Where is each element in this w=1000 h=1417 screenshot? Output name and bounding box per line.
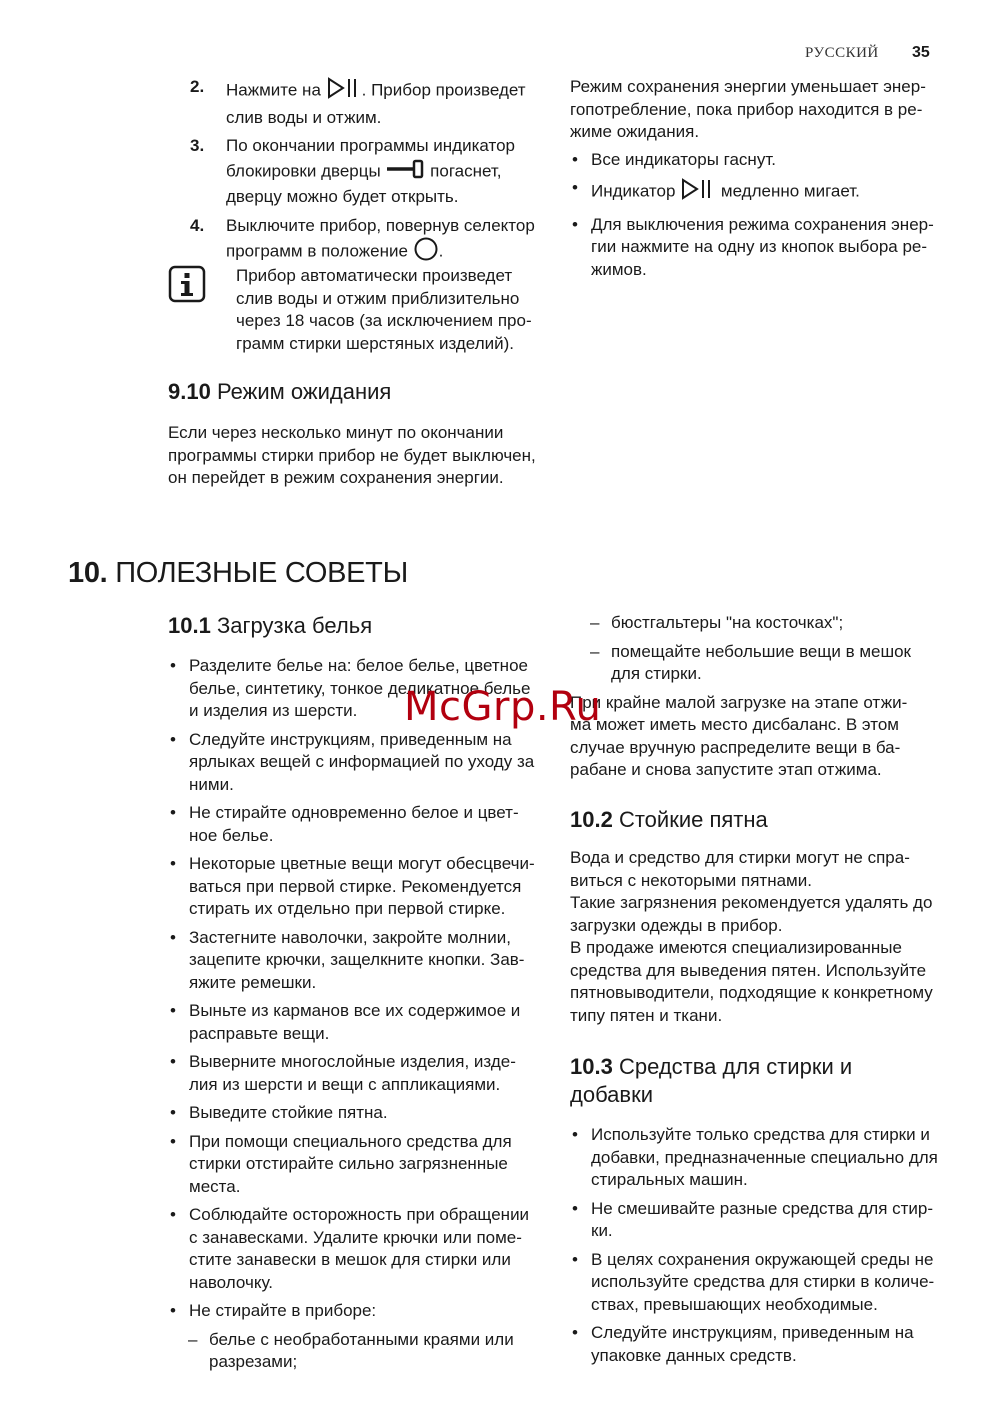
text-line: В целях сохранения окружающей среды не: [591, 1249, 934, 1269]
text-line: места.: [189, 1176, 241, 1196]
list-item: [570, 1124, 950, 1192]
text-line: типу пятен и ткани.: [570, 1005, 723, 1025]
text-line: В продаже имеются специализированные: [570, 938, 902, 957]
text-line: ваться при первой стирке. Рекомендуется: [189, 876, 522, 896]
body-line: Режим сохранения энергии уменьшает энер-: [570, 77, 926, 96]
list-item: [570, 177, 942, 208]
body-line: он перейдет в режим сохранения энергии.: [168, 468, 504, 487]
text-line: Выверните многослойные изделия, изде-: [189, 1052, 516, 1071]
list-item: [570, 1322, 950, 1367]
text-line: Соблюдайте осторожность при обращении: [189, 1205, 530, 1224]
bullet-text: медленно мигает.: [720, 181, 860, 201]
off-position-icon: [413, 237, 439, 268]
text-line: Следуйте инструкциям, приведенным на: [189, 729, 512, 749]
text-line: Следуйте инструкциям, приведенным на: [591, 1323, 914, 1342]
text-line: Некоторые цветные вещи могут обесцвечи-: [189, 854, 535, 873]
step-4: [168, 215, 548, 268]
section-number: 10.2: [570, 807, 613, 832]
text-line: средства для выведения пятен. Используйте: [570, 960, 927, 980]
top-left-column: [168, 76, 548, 274]
steps-list: [168, 76, 548, 268]
text-line: пятновыводители, подходящие к конкретному: [570, 983, 933, 1002]
text-line: ное белье.: [189, 825, 274, 845]
text-line: наволочку.: [189, 1272, 273, 1292]
text-line: используйте средства для стирки в количе-: [591, 1272, 935, 1291]
section-title: добавки: [570, 1082, 654, 1107]
top-right-column: [570, 76, 942, 287]
section-heading-10-2: [570, 806, 768, 834]
list-item: [168, 729, 548, 797]
step-2: [168, 76, 548, 129]
step-text: погаснет,: [430, 161, 502, 181]
loading-bullets: [168, 655, 548, 1323]
section-number: 10.3: [570, 1054, 613, 1079]
list-item: [168, 1051, 548, 1096]
text-line: стирать их отдельно при первой стирке.: [189, 899, 506, 918]
bullet-text: Индикатор: [591, 181, 676, 201]
text-line: случае вручную распределите вещи в ба-: [570, 737, 901, 757]
text-line: белье, синтетику, тонкое деликатное белье: [189, 678, 531, 698]
list-item: [168, 1000, 548, 1045]
step-text: блокировки дверцы: [226, 161, 381, 181]
text-line: Не стирайте в приборе:: [189, 1301, 377, 1320]
text-line: яжите ремешки.: [189, 972, 317, 992]
bullet-text: гии нажмите на одну из кнопок выбора ре-: [591, 237, 928, 256]
list-item: [168, 1300, 548, 1323]
text-line: и изделия из шерсти.: [189, 701, 358, 720]
step-text: Выключите прибор, повернув селектор: [226, 215, 535, 235]
text-line: разрезами;: [209, 1352, 298, 1371]
section-10-2-body: [570, 847, 950, 1027]
start-pause-icon: [326, 76, 362, 107]
bullet-text: Все индикаторы гаснут.: [591, 149, 776, 169]
text-line: стиральных машин.: [591, 1170, 748, 1189]
text-line: виться с некоторыми пятнами.: [570, 870, 812, 890]
text-line: Выведите стойкие пятна.: [189, 1103, 388, 1122]
info-icon: [168, 265, 208, 305]
chapter-title: ПОЛЕЗНЫЕ СОВЕТЫ: [115, 557, 408, 589]
section-number: 9.10: [168, 379, 211, 404]
section-10-3-body: [570, 1124, 950, 1373]
list-item: [570, 1249, 950, 1317]
text-line: ними.: [189, 774, 234, 794]
list-item: [168, 802, 548, 847]
list-item: [168, 927, 548, 995]
text-line: лия из шерсти и вещи с аппликациями.: [189, 1074, 501, 1094]
section-heading-9-10: [168, 378, 391, 406]
text-line: белье с необработанными краями или: [209, 1329, 514, 1349]
text-line: Разделите белье на: белое белье, цветное: [189, 656, 528, 675]
text-line: упаковке данных средств.: [591, 1345, 797, 1365]
body-line: гопотребление, пока прибор находится в ре-: [570, 99, 923, 119]
list-item: [570, 1198, 950, 1243]
step-text: .: [438, 241, 444, 261]
section-title: Средства для стирки и: [618, 1054, 853, 1079]
text-line: зацепите крючки, защелкните кнопки. Зав-: [189, 950, 525, 969]
dash-list: [168, 1329, 548, 1374]
step-text: . Прибор произведет: [361, 80, 526, 100]
standby-bullets: [570, 149, 942, 282]
text-line: Вода и средство для стирки могут не спра-: [570, 848, 910, 867]
section-title: Стойкие пятна: [618, 807, 768, 832]
list-item: [168, 1131, 548, 1199]
note-line: Прибор автоматически произведет: [236, 266, 513, 285]
step-text: программ в положение: [226, 241, 408, 261]
list-item: [168, 1204, 548, 1294]
section-10-1-right: [570, 612, 942, 782]
text-line: Не смешивайте разные средства для стир-: [591, 1198, 934, 1218]
text-line: стите занавески в мешок для стирки или: [189, 1250, 511, 1269]
detergent-bullets: [570, 1124, 950, 1367]
text-line: с занавесками. Удалите крючки или поме-: [189, 1227, 522, 1247]
step-number: 4.: [190, 215, 205, 235]
text-line: При помощи специального средства для: [189, 1131, 512, 1151]
step-text: По окончании программы индикатор: [226, 136, 515, 155]
list-item: [168, 853, 548, 921]
section-title: Режим ожидания: [216, 379, 392, 404]
step-text: слив воды и отжим.: [226, 107, 382, 127]
text-line: загрузки одежды в прибор.: [570, 915, 783, 935]
list-item: [168, 1329, 548, 1374]
chapter-heading: [68, 556, 408, 590]
list-item: [570, 149, 942, 172]
text-line: Не стирайте одновременно белое и цвет-: [189, 803, 519, 822]
body-line: программы стирки прибор не будет выключен,: [168, 445, 536, 465]
text-line: ма может иметь место дисбаланс. В этом: [570, 715, 899, 734]
text-line: Выньте из карманов все их содержимое и: [189, 1001, 521, 1020]
section-9-10-body: [168, 422, 548, 490]
section-heading-10-3: [570, 1053, 950, 1109]
step-number: 3.: [190, 136, 205, 155]
note-line: грамм стирки шерстяных изделий).: [236, 333, 514, 353]
body-line: Если через несколько минут по окончании: [168, 423, 504, 442]
text-line: бюстгальтеры "на косточках";: [611, 613, 844, 632]
text-line: При крайне малой загрузке на этапе отжи-: [570, 692, 908, 712]
page-number: 35: [912, 44, 930, 61]
text-line: ки.: [591, 1221, 613, 1240]
text-line: ярлыках вещей с информацией по уходу за: [189, 752, 535, 771]
section-heading-10-1: [168, 612, 372, 640]
standby-intro: [570, 76, 942, 144]
list-item: [168, 1102, 548, 1125]
step-text: дверцу можно будет открыть.: [226, 187, 459, 206]
note-line: слив воды и отжим приблизительно: [236, 288, 520, 308]
text-line: рабане и снова запустите этап отжима.: [570, 760, 882, 779]
list-item: [570, 641, 942, 686]
section-10-1-left: [168, 655, 548, 1380]
text-line: Используйте только средства для стирки и: [591, 1125, 930, 1144]
header-language: РУССКИЙ: [805, 45, 879, 61]
step-3: [168, 135, 548, 209]
text-line: Такие загрязнения рекомендуется удалять до: [570, 893, 933, 912]
text-line: для стирки.: [611, 664, 702, 683]
door-lock-icon: [385, 158, 425, 187]
list-item: [570, 612, 942, 635]
text-line: Застегните наволочки, закройте молнии,: [189, 927, 511, 947]
text-line: расправьте вещи.: [189, 1023, 330, 1043]
info-note: [236, 265, 536, 355]
imbalance-paragraph: [570, 692, 942, 782]
section-title: Загрузка белья: [216, 613, 373, 638]
watermark: McGrp.Ru: [404, 684, 602, 730]
text-line: ствах, превышающих необходимые.: [591, 1294, 878, 1314]
step-number: 2.: [190, 77, 205, 96]
body-line: жиме ожидания.: [570, 122, 700, 141]
text-line: помещайте небольшие вещи в мешок: [611, 641, 911, 661]
list-item: [570, 214, 942, 282]
section-number: 10.1: [168, 613, 211, 638]
dash-list: [570, 612, 942, 686]
text-line: добавки, предназначенные специально для: [591, 1147, 938, 1167]
step-text: Нажмите на: [226, 80, 321, 100]
note-line: через 18 часов (за исключением про-: [236, 311, 532, 330]
bullet-text: Для выключения режима сохранения энер-: [591, 214, 934, 234]
bullet-text: жимов.: [591, 259, 647, 279]
chapter-number: 10.: [68, 557, 108, 589]
text-line: стирки отстирайте сильно загрязненные: [189, 1154, 508, 1173]
start-pause-icon: [680, 177, 716, 208]
